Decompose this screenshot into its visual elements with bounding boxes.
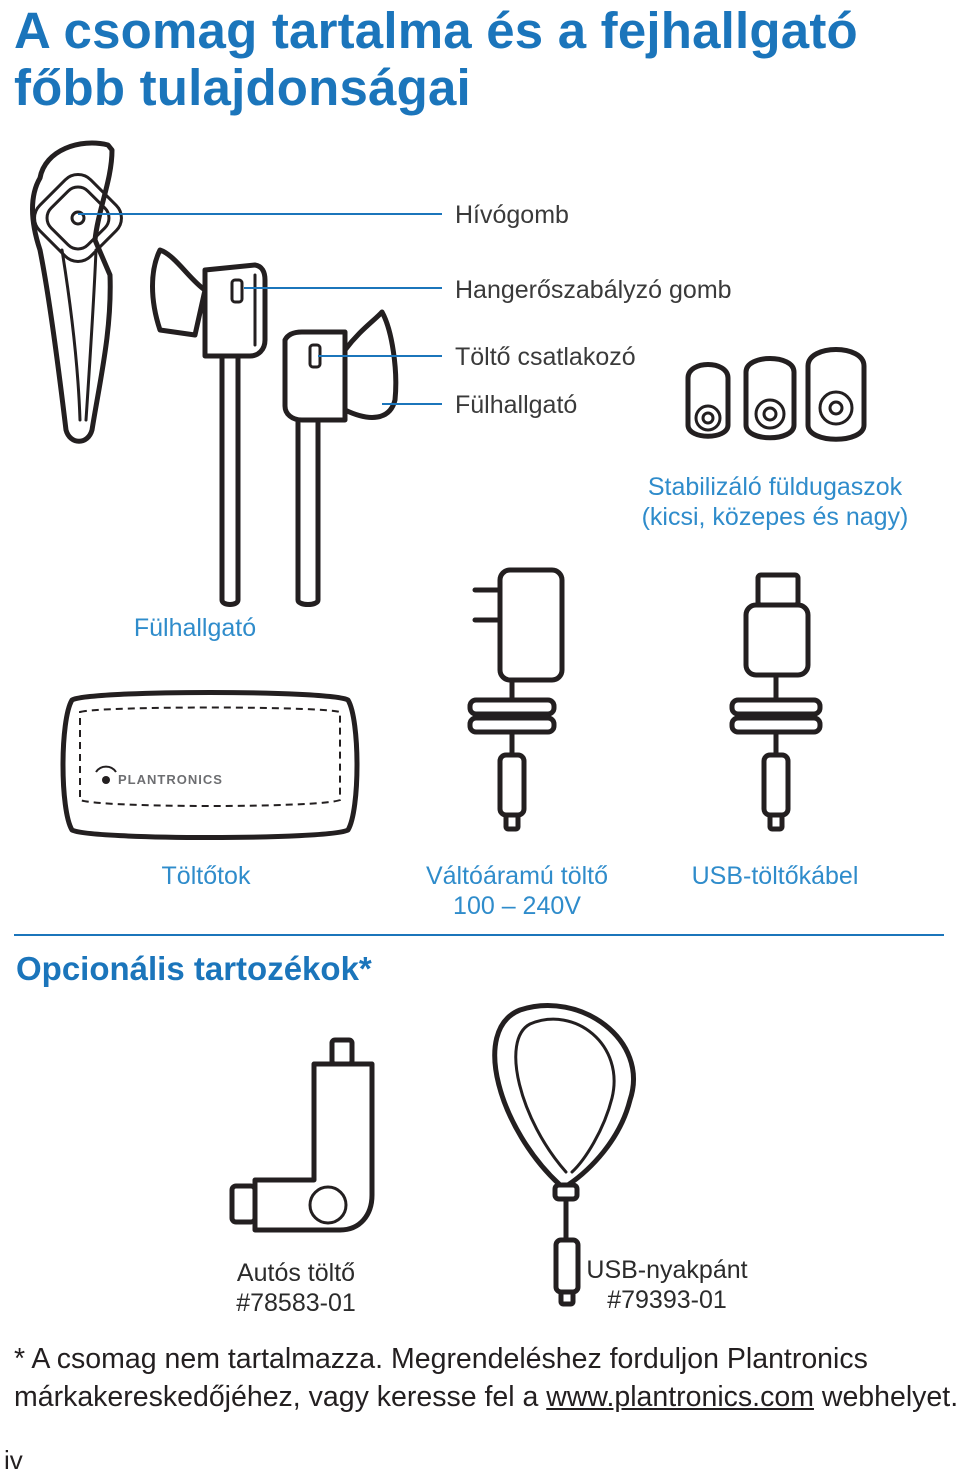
car-charger-illustration [232,1040,372,1230]
caption-eartips-line2: (kicsi, közepes és nagy) [641,503,909,531]
caption-charging-case: Töltőtok [161,862,251,890]
caption-car-charger [210,1258,382,1318]
page-title: A csomag tartalma és a fejhallgató főbb tulajdonságai [14,2,858,116]
caption-usb-lanyard [582,1255,752,1315]
footnote-text: * A csomag nem tartalmazza. Megrendeléshez forduljon Plantronics márkakereskedőjéhez, vagy keresse fel a [14,1343,868,1413]
callout-earpiece: Fülhallgató [455,391,578,419]
callout-call-button: Hívógomb [455,201,569,229]
caption-headset: Fülhallgató [133,614,257,642]
caption-usb-lanyard-line2: #79393-01 [607,1286,727,1314]
caption-car-charger-line1: Autós töltő [236,1259,356,1287]
caption-ac-charger-line2: 100 – 240V [453,892,581,920]
caption-ac-charger-line1: Váltóáramú töltő [425,862,609,890]
callout-volume-button: Hangerőszabályzó gomb [455,276,732,304]
caption-eartips-line1: Stabilizáló füldugaszok [647,473,903,501]
caption-usb-cable: USB-töltőkábel [691,862,859,890]
page-number: iv [4,1445,23,1475]
footnote-text-end: webhelyet. [813,1381,959,1413]
footnote [14,1340,960,1416]
charging-case-brand: PLANTRONICS [118,772,223,787]
plantronics-website-link[interactable]: www.plantronics.com [546,1381,814,1413]
caption-usb-lanyard-line1: USB-nyakpánt [586,1256,748,1284]
optional-accessories-heading: Opcionális tartozékok* [16,950,372,987]
caption-car-charger-line2: #78583-01 [236,1289,356,1317]
callout-charging-port: Töltő csatlakozó [455,343,636,371]
